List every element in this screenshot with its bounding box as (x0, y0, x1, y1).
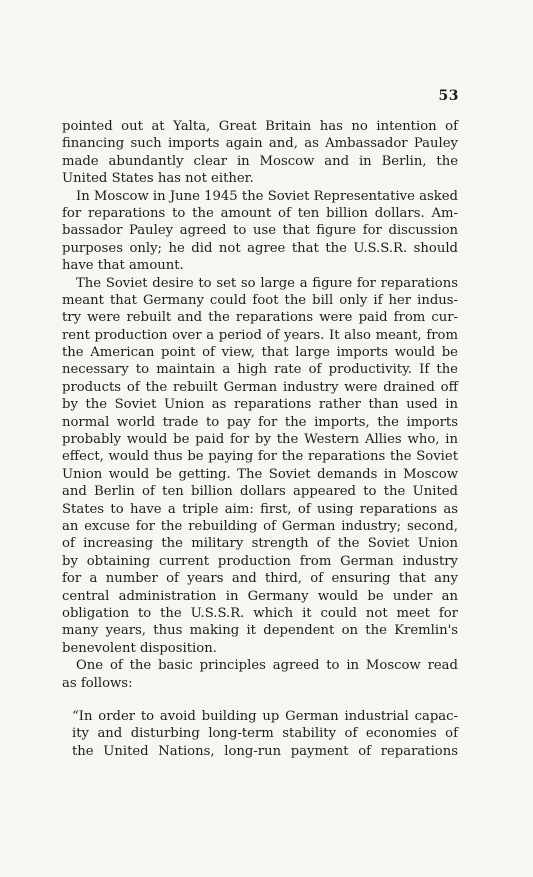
text-line: effect, would thus be paying for the reparations the Soviet (62, 449, 458, 465)
text-line: One of the basic principles agreed to in Moscow read (76, 658, 458, 674)
text-line: pointed out at Yalta, Great Britain has no intention of (62, 119, 458, 134)
text-line: obligation to the U.S.S.R. which it could not meet for (62, 605, 458, 621)
text-line: necessary to maintain a high rate of productivity. If the (62, 362, 458, 378)
text-line: In Moscow in June 1945 the Soviet Representative asked (76, 188, 458, 204)
text-line: States to have a triple aim: first, of using reparations as (62, 501, 458, 517)
text-line: Union would be getting. The Soviet demands in Moscow (62, 466, 458, 482)
text-line: meant that Germany could foot the bill only if her indus- (62, 292, 458, 308)
block-quote (62, 708, 458, 760)
text-line: The Soviet desire to set so large a figure for reparations (76, 275, 458, 291)
text-line: central administration in Germany would be under an (62, 588, 458, 604)
text-line: made abundantly clear in Moscow and in Berlin, the (62, 153, 458, 169)
paragraph-container (62, 118, 458, 692)
text-line: rent production over a period of years. It also meant, from (62, 327, 458, 343)
text-line: the American point of view, that large imports would be (62, 345, 458, 361)
body-text (62, 118, 458, 760)
quote-line: the United Nations, long-run payment of reparations (72, 743, 458, 759)
text-line: by obtaining current production from German industry (62, 553, 458, 569)
page-number: 53 (438, 88, 459, 104)
text-line: and Berlin of ten billion dollars appeared to the United (62, 484, 458, 500)
paragraph (62, 275, 458, 658)
quote-line: “In order to avoid building up German industrial capac- (72, 708, 458, 724)
text-line: purposes only; he did not agree that the U.S.S.R. should (62, 240, 458, 256)
paragraph (62, 118, 458, 188)
text-line: financing such imports again and, as Ambassador Pauley (62, 136, 458, 152)
text-line: normal world trade to pay for the imports, the imports (62, 414, 458, 430)
text-line: have that amount. (62, 258, 184, 274)
text-line: products of the rebuilt German industry were drained off (62, 379, 458, 395)
paragraph (62, 188, 458, 275)
text-line: United States has not either. (62, 171, 254, 187)
text-line: of increasing the military strength of the Soviet Union (62, 536, 458, 552)
block-quote-spacer (62, 692, 458, 708)
text-line: as follows: (62, 675, 133, 691)
text-line: an excuse for the rebuilding of German industry; second, (62, 518, 458, 534)
quote-line: ity and disturbing long-term stability of economies of (72, 726, 458, 742)
text-line: for a number of years and third, of ensuring that any (62, 571, 458, 587)
text-line: bassador Pauley agreed to use that figure for discussion (62, 223, 458, 239)
text-line: for reparations to the amount of ten billion dollars. Am- (62, 205, 458, 221)
text-line: by the Soviet Union as reparations rather than used in (62, 397, 458, 413)
paragraph (62, 657, 458, 692)
text-line: try were rebuilt and the reparations were paid from cur- (62, 310, 458, 326)
text-line: benevolent disposition. (62, 640, 217, 656)
text-line: probably would be paid for by the Western Allies who, in (62, 432, 458, 448)
text-line: many years, thus making it dependent on the Kremlin's (62, 623, 458, 639)
